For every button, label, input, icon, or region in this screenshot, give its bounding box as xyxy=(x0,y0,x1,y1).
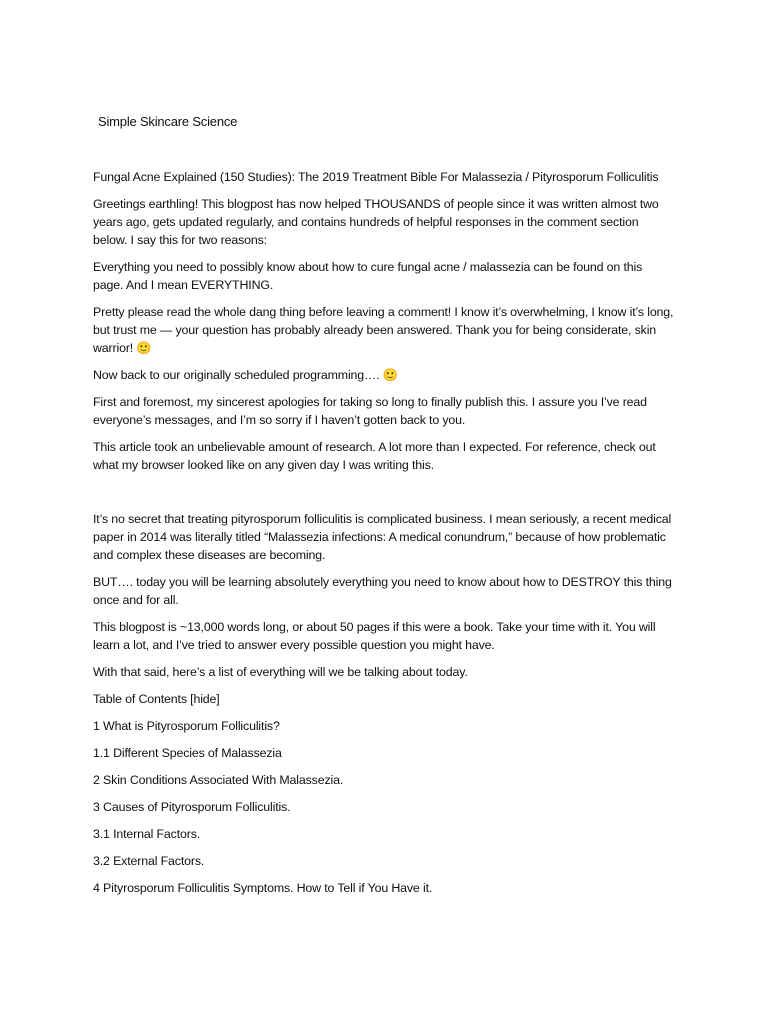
toc-item: 3.2 External Factors. xyxy=(93,854,205,868)
toc-item: 4 Pityrosporum Folliculitis Symptoms. How to Tell if You Have it. xyxy=(93,881,433,895)
toc-item: 3 Causes of Pityrosporum Folliculitis. xyxy=(93,800,291,814)
toc-heading: Table of Contents [hide] xyxy=(93,692,220,706)
paragraph-destroy: BUT…. today you will be learning absolutely everything you need to know about how to DESTROY this thing once and for all. xyxy=(93,575,672,607)
table-of-contents xyxy=(93,690,675,897)
article-title: Fungal Acne Explained (150 Studies): The 2019 Treatment Bible For Malassezia / Pityrosporum Folliculitis xyxy=(93,170,659,184)
toc-item: 1.1 Different Species of Malassezia xyxy=(93,746,282,760)
paragraph-research: This article took an unbelievable amount of research. A lot more than I expected. For reference, check out what my browser looked like on any given day I was writing this. xyxy=(93,440,656,472)
site-name: Simple Skincare Science xyxy=(98,114,238,129)
toc-item: 1 What is Pityrosporum Folliculitis? xyxy=(93,719,280,733)
paragraph-no-secret: It’s no secret that treating pityrosporum folliculitis is complicated business. I mean seriously, a recent medical paper in 2014 was literally titled “Malassezia infections: A medical conundrum,” because of how problematic and complex these diseases are becoming. xyxy=(93,512,672,562)
paragraph-intro: Greetings earthling! This blogpost has now helped THOUSANDS of people since it was written almost two years ago, gets updated regularly, and contains hundreds of helpful responses in the comment section below. I say this for two reasons: xyxy=(93,197,659,247)
paragraph-everything: Everything you need to possibly know about how to cure fungal acne / malassezia can be found on this page. And I mean EVERYTHING. xyxy=(93,260,643,292)
article-body xyxy=(93,168,675,906)
paragraph-please-read: Pretty please read the whole dang thing before leaving a comment! I know it’s overwhelming, I know it’s long, but trust me — your question has probably already been answered. Thank you for being considerate, skin warrior! 🙂 xyxy=(93,305,674,355)
toc-item: 2 Skin Conditions Associated With Malassezia. xyxy=(93,773,344,787)
paragraph-back-to-programming: Now back to our originally scheduled programming…. 🙂 xyxy=(93,368,399,382)
toc-item: 3.1 Internal Factors. xyxy=(93,827,201,841)
paragraph-word-count: This blogpost is ~13,000 words long, or about 50 pages if this were a book. Take your time with it. You will learn a lot, and I’ve tried to answer every possible question you might have. xyxy=(93,620,656,652)
paragraph-apologies: First and foremost, my sincerest apologies for taking so long to finally publish this. I assure you I’ve read everyone’s messages, and I’m so sorry if I haven’t gotten back to you. xyxy=(93,395,647,427)
paragraph-list-intro: With that said, here’s a list of everything will we be talking about today. xyxy=(93,665,468,679)
